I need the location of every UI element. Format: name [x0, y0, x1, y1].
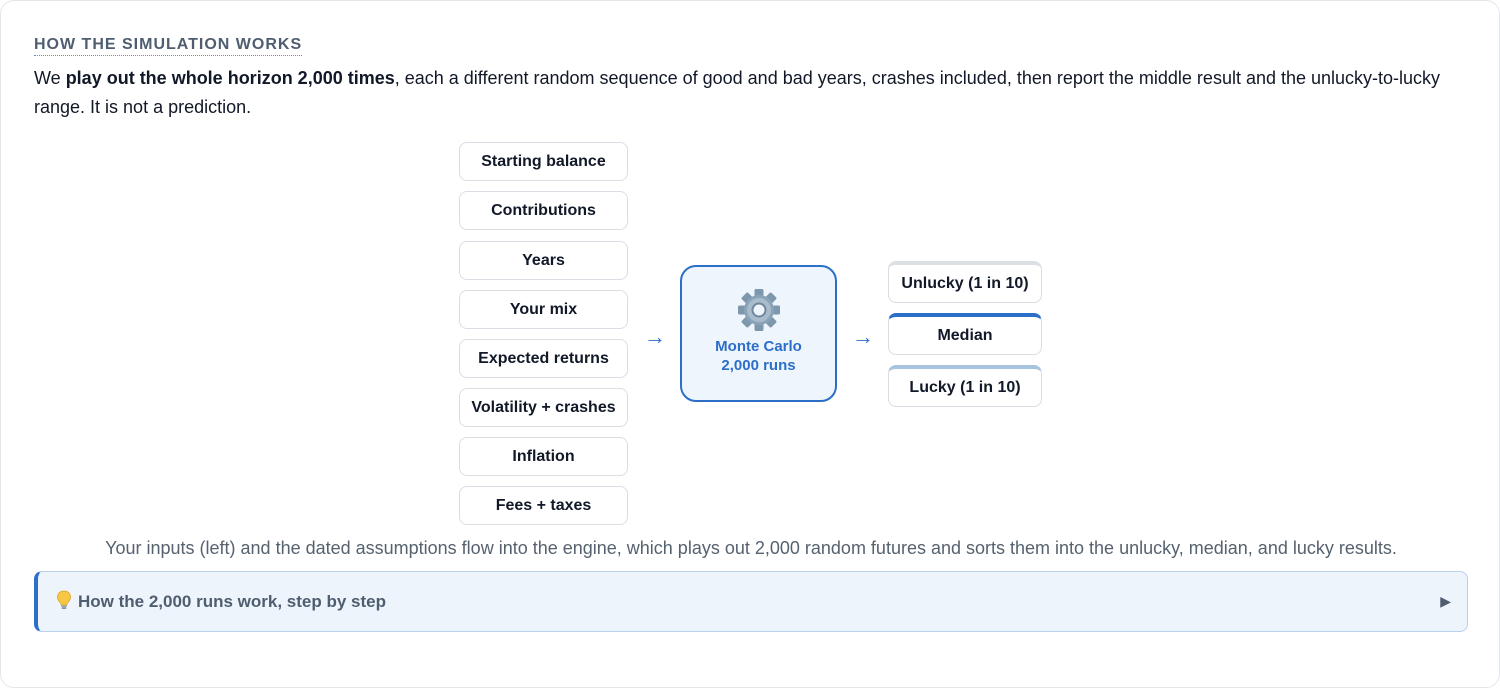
input-your-mix: Your mix [459, 290, 628, 329]
engine-label-line1: Monte Carlo [715, 338, 802, 355]
input-volatility-crashes: Volatility + crashes [459, 388, 628, 427]
intro-prefix: We [34, 68, 66, 88]
details-label: How the 2,000 runs work, step by step [78, 592, 386, 611]
intro-rest: , each a different random sequence of good and bad years, crashes included, then report the middle result and the unlucky-to-lucky range. It is not a prediction. [34, 68, 1441, 117]
engine-label [682, 338, 835, 375]
arrow-out-of-engine: → [852, 324, 874, 349]
monte-carlo-engine [680, 265, 837, 402]
input-fees-taxes: Fees + taxes [459, 486, 628, 525]
output-median: Median [888, 313, 1042, 355]
input-contributions: Contributions [459, 191, 628, 230]
engine-label-line2: 2,000 runs [721, 356, 796, 374]
diagram-caption: Your inputs (left) and the dated assumptions flow into the engine, which plays out 2,000 random futures and sorts them into the unlucky, median, and lucky results. [105, 538, 1397, 558]
section-title: HOW THE SIMULATION WORKS [34, 36, 302, 56]
arrow-into-engine: → [644, 324, 666, 349]
input-years: Years [459, 241, 628, 280]
intro-text [34, 64, 1454, 121]
expand-triangle-icon[interactable]: ▶ [1440, 593, 1451, 609]
input-expected-returns: Expected returns [459, 339, 628, 378]
input-starting-balance: Starting balance [459, 142, 628, 181]
step-by-step-details-toggle[interactable] [34, 571, 1468, 632]
intro-bold: play out the whole horizon 2,000 times [65, 68, 395, 88]
gear-icon [682, 287, 835, 335]
output-lucky: Lucky (1 in 10) [888, 365, 1042, 407]
output-unlucky: Unlucky (1 in 10) [888, 261, 1042, 303]
input-inflation: Inflation [459, 437, 628, 476]
lightbulb-icon [56, 590, 72, 616]
